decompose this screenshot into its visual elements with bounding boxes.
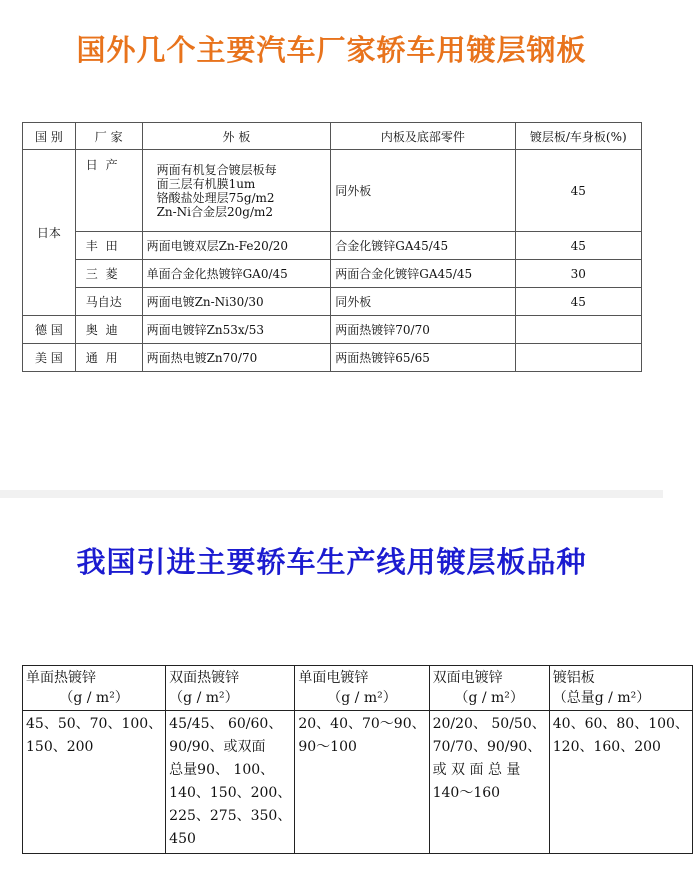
table-header-row [23, 123, 642, 150]
values-aluminized: 40、60、80、100、 120、160、200 [549, 711, 692, 854]
table-row [23, 711, 693, 854]
ratio-cell: 45 [515, 232, 641, 260]
header-double-hot-dip: 双面热镀锌 （g / m²） [166, 666, 295, 711]
outer-cell: 两面电镀双层Zn-Fe20/20 [142, 232, 331, 260]
table-row [23, 288, 642, 316]
outer-cell: 两面电镀锌Zn53x/53 [142, 316, 331, 344]
country-japan: 日本 [23, 150, 76, 316]
header-country: 国 别 [23, 123, 76, 150]
page-title-domestic: 我国引进主要轿车生产线用镀层板品种 [76, 545, 587, 579]
outer-cell: 两面有机复合镀层板每 面三层有机膜1um 铬酸盐处理层75g/m2 Zn-Ni合金层20g/m2 [142, 150, 331, 232]
ratio-cell: 30 [515, 260, 641, 288]
header-single-hot-dip: 单面热镀锌 （g / m²） [23, 666, 166, 711]
header-maker: 厂 家 [75, 123, 142, 150]
outer-cell: 两面热电镀Zn70/70 [142, 344, 331, 372]
country-usa: 美 国 [23, 344, 76, 372]
table-row [23, 316, 642, 344]
table-row [23, 260, 642, 288]
header-inner-panel: 内板及底部零件 [331, 123, 515, 150]
table-header-row [23, 666, 693, 711]
inner-cell: 两面热镀锌70/70 [331, 316, 515, 344]
table-row [23, 232, 642, 260]
maker-cell: 奥 迪 [75, 316, 142, 344]
header-outer-panel: 外 板 [142, 123, 331, 150]
values-single-electro: 20、40、70～90、 90～100 [295, 711, 429, 854]
domestic-coated-sheet-table [22, 665, 693, 854]
maker-cell: 通 用 [75, 344, 142, 372]
inner-cell: 同外板 [331, 288, 515, 316]
inner-cell: 同外板 [331, 150, 515, 232]
header-double-electro: 双面电镀锌 （g / m²） [429, 666, 549, 711]
maker-cell: 丰 田 [75, 232, 142, 260]
ratio-cell [515, 344, 641, 372]
header-aluminized: 镀铝板 （总量g / m²） [549, 666, 692, 711]
maker-cell: 三 菱 [75, 260, 142, 288]
ratio-cell [515, 316, 641, 344]
ratio-cell: 45 [515, 150, 641, 232]
inner-cell: 合金化镀锌GA45/45 [331, 232, 515, 260]
section-divider [0, 490, 663, 498]
maker-cell: 日 产 [75, 150, 142, 232]
maker-cell: 马自达 [75, 288, 142, 316]
values-double-electro: 20/20、 50/50、 70/70、90/90、 或 双 面 总 量 140～160 [429, 711, 549, 854]
country-germany: 德 国 [23, 316, 76, 344]
table-row [23, 150, 642, 232]
page-title-foreign: 国外几个主要汽车厂家轿车用镀层钢板 [76, 33, 587, 67]
outer-cell: 两面电镀Zn-Ni30/30 [142, 288, 331, 316]
header-ratio: 镀层板/车身板(%) [515, 123, 641, 150]
table-row [23, 344, 642, 372]
outer-cell: 单面合金化热镀锌GA0/45 [142, 260, 331, 288]
header-single-electro: 单面电镀锌 （g / m²） [295, 666, 429, 711]
inner-cell: 两面合金化镀锌GA45/45 [331, 260, 515, 288]
values-single-hot-dip: 45、50、70、100、 150、200 [23, 711, 166, 854]
ratio-cell: 45 [515, 288, 641, 316]
foreign-coated-steel-table [22, 122, 642, 372]
values-double-hot-dip: 45/45、 60/60、 90/90、或双面 总量90、 100、 140、150、200、 225、275、350、 450 [166, 711, 295, 854]
inner-cell: 两面热镀锌65/65 [331, 344, 515, 372]
